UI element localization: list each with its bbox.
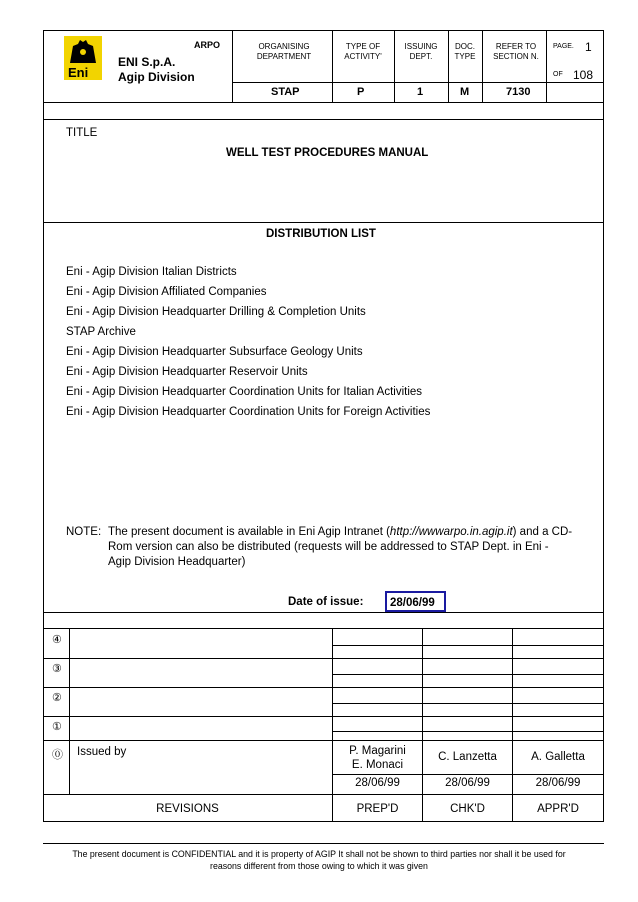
note-line-1 [108, 526, 572, 538]
note-text-post: ) and a CD- [512, 526, 573, 538]
checked-by: C. Lanzetta [438, 751, 497, 763]
page-number: 1 [585, 40, 592, 54]
page-total: 108 [573, 68, 594, 82]
distribution-item: Eni - Agip Division Headquarter Coordination Units for Italian Activities [66, 386, 423, 398]
page-bottom-rule [43, 843, 604, 844]
distribution-heading: DISTRIBUTION LIST [266, 228, 376, 240]
date-of-issue-label: Date of issue: [288, 596, 364, 608]
title-section-rule [43, 222, 604, 223]
hdr-div-5 [482, 30, 483, 102]
revision-symbol-3: ③ [52, 663, 62, 675]
rev-v-3 [422, 628, 423, 822]
col-activity: TYPE OF ACTIVITY' [344, 42, 382, 61]
confidential-line-2: reasons different from those owing to which it was given [210, 861, 428, 871]
hdr-div-1 [232, 30, 233, 102]
revision-symbol-2: ② [52, 692, 62, 704]
distribution-item: Eni - Agip Division Headquarter Drilling & Completion Units [66, 306, 366, 318]
col-organising: ORGANISING DEPARTMENT [256, 42, 312, 61]
note-label: NOTE: [66, 526, 102, 538]
approved-by: A. Galletta [531, 751, 585, 763]
rev-top-rule [43, 612, 604, 613]
hdr-div-6 [546, 30, 547, 102]
rev-rule-6 [43, 794, 604, 795]
intranet-link[interactable]: http://wwwarpo.in.agip.it [389, 526, 513, 538]
hdr-values-rule [232, 82, 603, 83]
confidential-line-1: The present document is CONFIDENTIAL and it is property of AGIP It shall not be shown to third parties nor shall it be used for [72, 849, 566, 859]
val-refer: 7130 [506, 86, 531, 98]
eni-logo [64, 36, 102, 80]
revision-symbol-1: ① [52, 721, 62, 733]
company-division: Agip Division [118, 70, 195, 84]
note-line-3: Agip Division Headquarter) [108, 556, 246, 568]
frame-bottom [43, 821, 604, 822]
rev-rule-3 [43, 687, 604, 688]
rev-rule-2 [43, 658, 604, 659]
division-code: ARPO [194, 40, 221, 50]
rev-rule-5 [43, 740, 604, 741]
page-label: PAGE. [553, 43, 574, 50]
rev-sub-4 [332, 731, 603, 732]
rev-rule-1 [43, 628, 604, 629]
distribution-item: Eni - Agip Division Italian Districts [66, 266, 237, 278]
apprd-footer-label: APPR'D [537, 803, 579, 815]
rev-sub-2 [332, 674, 603, 675]
rev-sub-1 [332, 645, 603, 646]
distribution-item: Eni - Agip Division Headquarter Reservoir Units [66, 366, 308, 378]
hdr-bottom-rule [43, 102, 604, 103]
date-approved: 28/06/99 [535, 777, 581, 789]
hdr-div-3 [394, 30, 395, 102]
rev-rule-4 [43, 716, 604, 717]
issued-by-label: Issued by [77, 746, 127, 758]
frame-right [603, 30, 604, 822]
document-title: WELL TEST PROCEDURES MANUAL [226, 147, 429, 159]
distribution-item: Eni - Agip Division Affiliated Companies [66, 286, 267, 298]
hdr-bottom-rule-2 [43, 119, 604, 120]
revisions-footer-label: REVISIONS [156, 803, 219, 815]
rev-v-2 [332, 628, 333, 822]
hdr-div-4 [448, 30, 449, 102]
revision-symbol-0: ⓪ [52, 749, 63, 761]
logo-text: Eni [68, 65, 89, 80]
revision-symbol-4: ④ [52, 634, 62, 646]
val-issuing: 1 [417, 86, 424, 98]
chkd-footer-label: CHK'D [450, 803, 485, 815]
note-line-2: Rom version can also be distributed (requests will be addressed to STAP Dept. in Eni - [108, 541, 549, 553]
col-doctype: DOC. TYPE [454, 42, 476, 61]
frame-left [43, 30, 44, 822]
prepd-footer-label: PREP'D [356, 803, 399, 815]
val-organising: STAP [271, 86, 300, 98]
title-label: TITLE [66, 127, 98, 139]
val-doctype: M [460, 86, 470, 98]
rev-sub-5 [332, 774, 603, 775]
col-refer: REFER TO SECTION N. [493, 42, 539, 61]
hdr-div-2 [332, 30, 333, 102]
distribution-item: STAP Archive [66, 326, 136, 338]
rev-sub-3 [332, 703, 603, 704]
prepared-by-1: P. Magarini [349, 745, 406, 757]
col-issuing: ISSUING DEPT. [404, 42, 438, 61]
val-activity: P [357, 86, 365, 98]
distribution-item: Eni - Agip Division Headquarter Subsurface Geology Units [66, 346, 363, 358]
distribution-item: Eni - Agip Division Headquarter Coordination Units for Foreign Activities [66, 406, 431, 418]
rev-v-1 [69, 628, 70, 794]
date-of-issue-value: 28/06/99 [390, 597, 435, 609]
date-checked: 28/06/99 [445, 777, 490, 789]
company-name: ENI S.p.A. [118, 55, 176, 69]
rev-v-4 [512, 628, 513, 822]
of-label: OF [553, 71, 563, 78]
frame-top [43, 30, 604, 31]
note-text-pre: The present document is available in Eni Agip Intranet ( [108, 526, 390, 538]
date-prepared: 28/06/99 [355, 777, 400, 789]
prepared-by-2: E. Monaci [351, 759, 404, 771]
